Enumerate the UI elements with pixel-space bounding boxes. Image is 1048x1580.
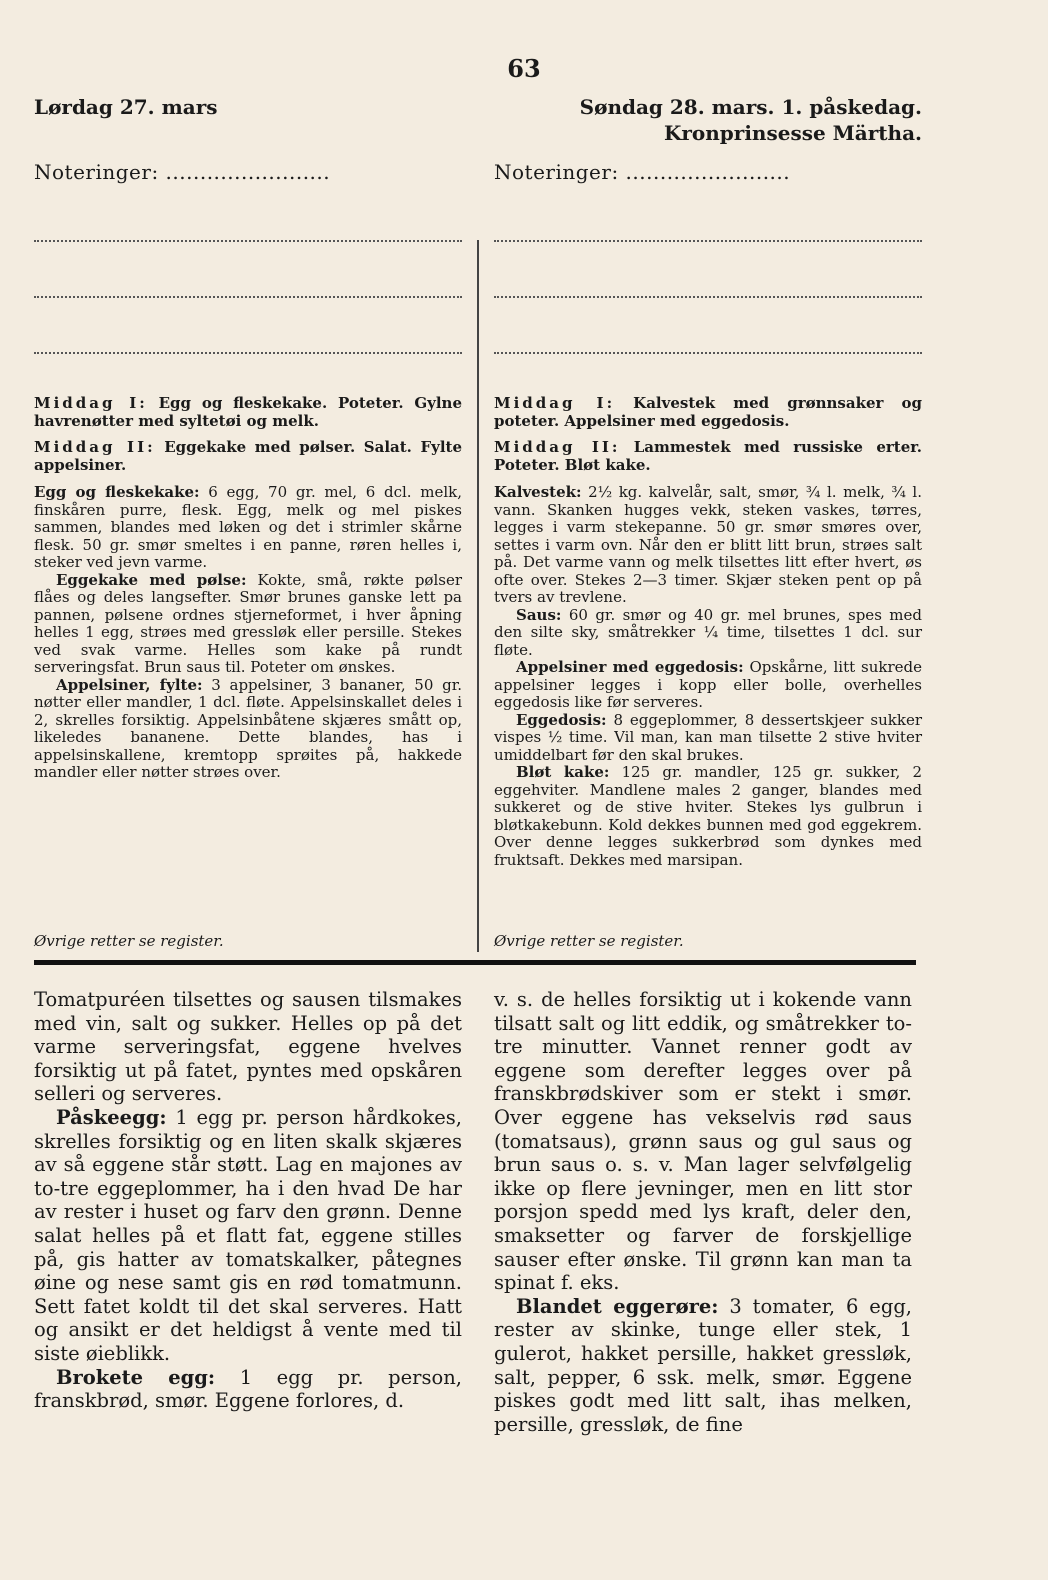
- right-recipe-3: [494, 659, 922, 712]
- right-column: [494, 94, 922, 869]
- left-middag-2-text: Eggekake med pølser. Salat. Fylte appelsiner.: [34, 438, 462, 474]
- right-middag-1-text: Kalvestek med grønnsaker og poteter. Appelsiner med eggedosis.: [494, 394, 922, 430]
- right-recipe-2: [494, 607, 922, 660]
- right-recipe-5-title: Bløt kake:: [516, 763, 610, 781]
- bottom-right-text: [494, 988, 912, 1436]
- bottom-right-p2: [494, 1295, 912, 1437]
- bottom-left-p3-text: 1 egg pr. person, franskbrød, smør. Eggene forlores, d.: [34, 1365, 462, 1413]
- right-recipe-2-text: 60 gr. smør og 40 gr. mel brunes, spes med den silte sky, småtrekker ¼ time, tilsettes 1 dcl. sur fløte.: [494, 605, 922, 659]
- page-number: 63: [507, 54, 541, 83]
- right-notes-line-3: [494, 314, 922, 354]
- left-recipes: [34, 484, 462, 782]
- right-notes-line-2: [494, 258, 922, 298]
- left-middag-1-label: Middag I:: [34, 394, 148, 412]
- left-middag-2-label: Middag II:: [34, 438, 156, 456]
- right-recipe-4-text: 8 eggeplommer, 8 dessertskjeer sukker vispes ½ time. Vil man, kan man tilsette 2 stive hviter umiddelbart før den skal brukes.: [494, 710, 922, 764]
- right-recipe-1-title: Kalvestek:: [494, 483, 582, 501]
- bottom-left-p1: Tomatpuréen tilsettes og sausen tilsmakes med vin, salt og sukker. Helles op på det varme serveringsfat, eggene hvelves forsiktig ut på fatet, pyntes med opskåren selleri og serveres.: [34, 988, 462, 1106]
- bottom-left-p2-text: 1 egg pr. person hårdkokes, skrelles forsiktig og en liten skalk skjæres av så eggene står støtt. Lag en majones av to-tre eggeplommer, ha i den hvad De har av rester i huset og farv den grønn. Denne salat helles på et flatt fat, eggene stilles på, gis hatter av tomatskalker, påtegnes øine og nese samt gis en rød tomatmunn. Sett fatet koldt til det skal serveres. Hatt og ansikt er det heldigst å vente med til siste øieblikk.: [34, 1105, 463, 1365]
- right-recipe-5-text: 125 gr. mandler, 125 gr. sukker, 2 eggehviter. Mandlene males 2 ganger, blandes med sukkeret og de stive hviter. Stekes lys gulbrun i bløtkakebunn. Kold dekkes bunnen med god eggekrem. Over denne legges sukkerbrød som dynkes med fruktsaft. Dekkes med marsipan.: [494, 763, 922, 869]
- left-recipe-2-title: Eggekake med pølse:: [56, 570, 247, 589]
- left-recipe-1-title: Egg og fleskekake:: [34, 483, 200, 501]
- left-notes-line-3: [34, 314, 462, 354]
- right-date: Søndag 28. mars. 1. påskedag.: [579, 95, 922, 119]
- bottom-right-p2-title: Blandet eggerøre:: [516, 1294, 719, 1318]
- right-recipes: [494, 484, 922, 869]
- right-notes-line-1: [494, 200, 922, 242]
- right-recipe-5: [494, 764, 922, 869]
- right-recipe-3-text: Opskårne, litt sukrede appelsiner legges i kopp eller bolle, overhelles eggedosis like før serveres.: [494, 658, 922, 711]
- left-middag-2: [34, 438, 462, 474]
- bottom-left-p2: [34, 1106, 462, 1366]
- right-recipe-2-title: Saus:: [516, 605, 562, 624]
- bottom-right-p1: v. s. de helles forsiktig ut i kokende vann tilsatt salt og litt eddik, og småtrekker to-tre minutter. Vannet renner godt av eggene som derefter legges over på franskbrødskiver som er stekt i smør. Over eggene has vekselvis rød saus (tomatsaus), grønn saus og gul saus og brun saus o. s. v. Man lager selvfølgelig ikke op flere jevninger, men en litt stor porsjon spedd med lys kraft, deler den, smaksetter og farver de forskjellige sauser efter ønske. Til grønn kan man ta spinat f. eks.: [494, 988, 912, 1295]
- left-notes-label: Noteringer: ........................: [34, 160, 331, 184]
- left-column: [34, 94, 462, 782]
- bottom-left-p3: [34, 1366, 462, 1413]
- bottom-left-p3-title: Brokete egg:: [56, 1365, 216, 1389]
- right-recipe-4: [494, 712, 922, 765]
- right-recipe-4-title: Eggedosis:: [516, 710, 607, 729]
- right-notes-label: Noteringer: ........................: [494, 160, 791, 184]
- right-middag-1: [494, 394, 922, 430]
- left-middag-1: [34, 394, 462, 430]
- right-middag-2: [494, 438, 922, 474]
- bottom-left-text: [34, 988, 462, 1413]
- left-date: Lørdag 27. mars: [34, 95, 218, 119]
- column-divider: [477, 240, 479, 952]
- right-recipe-1-text: 2½ kg. kalvelår, salt, smør, ¾ l. melk, ¾ l. vann. Skanken hugges vekk, steken vaskes, tørres, legges i varm stekepanne. 50 gr. smør smøres over, settes i varm ovn. Når den er blitt litt brun, strøes salt på. Det varme vann og melk tilsettes litt efter hvert, øs ofte over. Stekes 2—3 timer. Skjær steken pent op på tvers av trevlene.: [494, 483, 922, 606]
- left-recipe-3-title: Appelsiner, fylte:: [56, 675, 203, 694]
- bottom-right-p2-text: 3 tomater, 6 egg, rester av skinke, tunge eller stek, 1 gulerot, hakket persille, hakket gressløk, salt, pepper, 6 ssk. melk, smør. Eggene piskes godt med litt salt, ihas melken, persille, gressløk, de fine: [494, 1294, 913, 1436]
- right-menu: [494, 394, 922, 474]
- left-menu: [34, 394, 462, 474]
- right-middag-1-label: Middag I:: [494, 394, 616, 412]
- right-middag-2-text: Lammestek med russiske erter. Poteter. Bløt kake.: [494, 438, 922, 474]
- right-middag-2-label: Middag II:: [494, 438, 621, 456]
- left-ovrige-note: Øvrige retter se register.: [34, 932, 224, 950]
- left-recipe-2-text: Kokte, små, røkte pølser flåes og deles langsefter. Smør brunes ganske lett pa pannen, pølsene ordnes stjerneformet, i hver åpning helles 1 egg, strøes med gressløk eller persille. Stekes ved svak varme. Helles som kake på rundt serveringsfat. Brun saus til. Poteter om ønskes.: [34, 570, 462, 676]
- left-notes-line-1: [34, 200, 462, 242]
- bottom-left-p2-title: Påskeegg:: [56, 1105, 167, 1129]
- section-rule: [34, 960, 916, 965]
- left-recipe-3-text: 3 appelsiner, 3 bananer, 50 gr. nøtter eller mandler, 1 dcl. fløte. Appelsinskallet deles i 2, skrelles forsiktig. Appelsinbåtene skjæres smått op, likeledes bananene. Dette blandes, has i appelsinskallene, kremtopp sprøites på, hakkede mandler eller nøtter strøes over.: [34, 675, 462, 781]
- right-recipe-1: [494, 484, 922, 607]
- left-recipe-3: [34, 677, 462, 782]
- left-notes-line-2: [34, 258, 462, 298]
- right-date-2: Kronprinsesse Märtha.: [664, 121, 922, 145]
- right-ovrige-note: Øvrige retter se register.: [494, 932, 684, 950]
- right-recipe-3-title: Appelsiner med eggedosis:: [516, 658, 744, 676]
- left-recipe-2: [34, 572, 462, 677]
- left-recipe-1: [34, 484, 462, 572]
- left-middag-1-text: Egg og fleskekake. Poteter. Gylne havrenøtter med syltetøi og melk.: [34, 394, 463, 430]
- left-recipe-1-text: 6 egg, 70 gr. mel, 6 dcl. melk, finskåren purre, flesk. Egg, melk og mel piskes sammen, blandes med løken og det i strimler skårne flesk. 50 gr. smør smeltes i en panne, røren helles i, steker ved jevn varme.: [34, 483, 462, 571]
